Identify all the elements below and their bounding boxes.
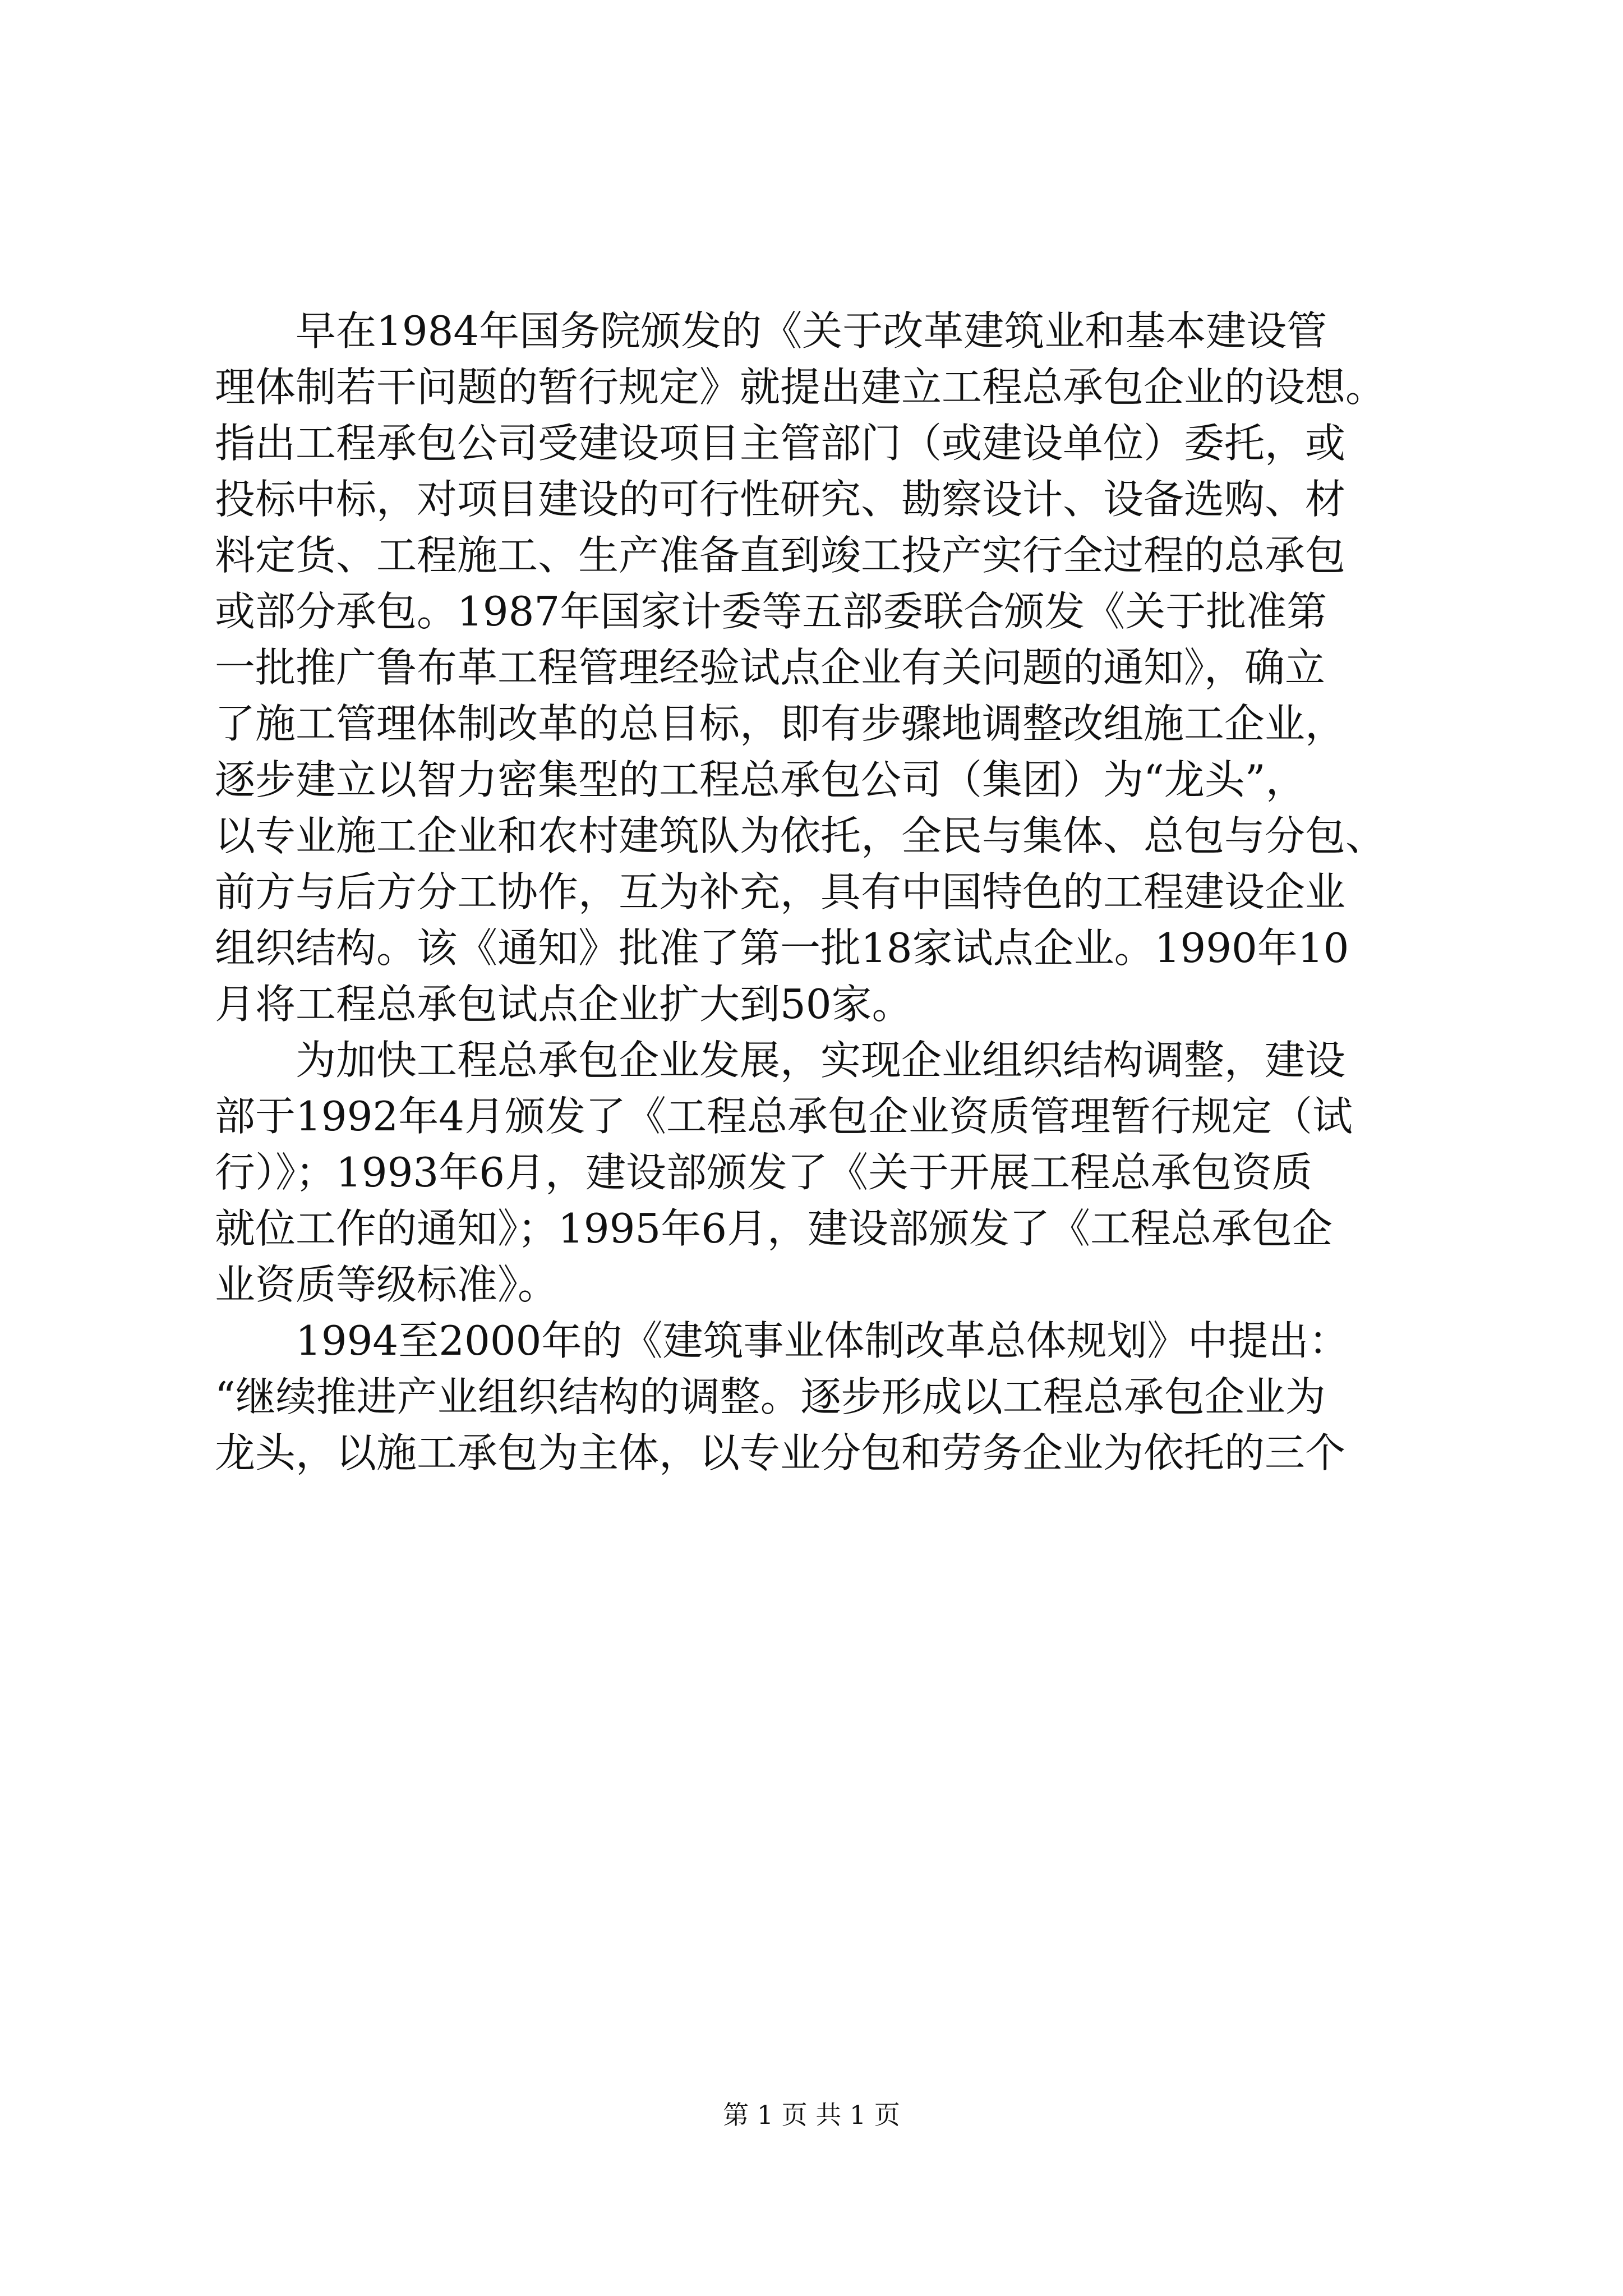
paragraph-3 xyxy=(215,1313,1415,1481)
text-line: 料定货、工程施工、生产准备直到竣工投产实行全过程的总承包 xyxy=(215,532,1346,579)
text-line: 早在1984年国务院颁发的《关于改革建筑业和基本建设管 xyxy=(296,307,1327,355)
text-line: 前方与后方分工协作，互为补充，具有中国特色的工程建设企业 xyxy=(215,868,1346,915)
text-line: 逐步建立以智力密集型的工程总承包公司（集团）为“龙头”， xyxy=(215,756,1306,803)
text-line: 行）》；1993年6月，建设部颁发了《关于开展工程总承包资质 xyxy=(215,1149,1313,1196)
page-footer xyxy=(0,2098,1623,2132)
text-line: 一批推广鲁布革工程管理经验试点企业有关问题的通知》，确立 xyxy=(215,644,1326,691)
text-line: 部于1992年4月颁发了《工程总承包企业资质管理暂行规定（试 xyxy=(215,1093,1353,1140)
page-number-label: 第 1 页 共 1 页 xyxy=(723,2100,900,2130)
text-line: 月将工程总承包试点企业扩大到50家。 xyxy=(215,981,912,1028)
text-line: 了施工管理体制改革的总目标，即有步骤地调整改组施工企业， xyxy=(215,700,1346,747)
text-line: 龙头，以施工承包为主体，以专业分包和劳务企业为依托的三个 xyxy=(215,1429,1346,1476)
text-line: 为加快工程总承包企业发展，实现企业组织结构调整，建设 xyxy=(296,1037,1346,1084)
paragraph-1 xyxy=(215,303,1415,1032)
text-line: 业资质等级标准》。 xyxy=(215,1261,559,1308)
text-line: 以专业施工企业和农村建筑队为依托，全民与集体、总包与分包、 xyxy=(215,812,1386,859)
text-line: “继续推进产业组织结构的调整。逐步形成以工程总承包企业为 xyxy=(215,1373,1326,1420)
text-line: 或部分承包。1987年国家计委等五部委联合颁发《关于批准第 xyxy=(215,588,1327,635)
document-body xyxy=(215,303,1415,1481)
text-line: 理体制若干问题的暂行规定》就提出建立工程总承包企业的设想。 xyxy=(215,364,1386,411)
text-line: 组织结构。该《通知》批准了第一批18家试点企业。1990年10 xyxy=(215,924,1349,972)
text-line: 指出工程承包公司受建设项目主管部门（或建设单位）委托，或 xyxy=(215,420,1346,467)
paragraph-2 xyxy=(215,1032,1415,1313)
text-line: 就位工作的通知》；1995年6月，建设部颁发了《工程总承包企 xyxy=(215,1205,1333,1252)
text-line: 投标中标，对项目建设的可行性研究、勘察设计、设备选购、材 xyxy=(215,476,1346,523)
text-line: 1994至2000年的《建筑事业体制改革总体规划》中提出： xyxy=(296,1317,1349,1364)
